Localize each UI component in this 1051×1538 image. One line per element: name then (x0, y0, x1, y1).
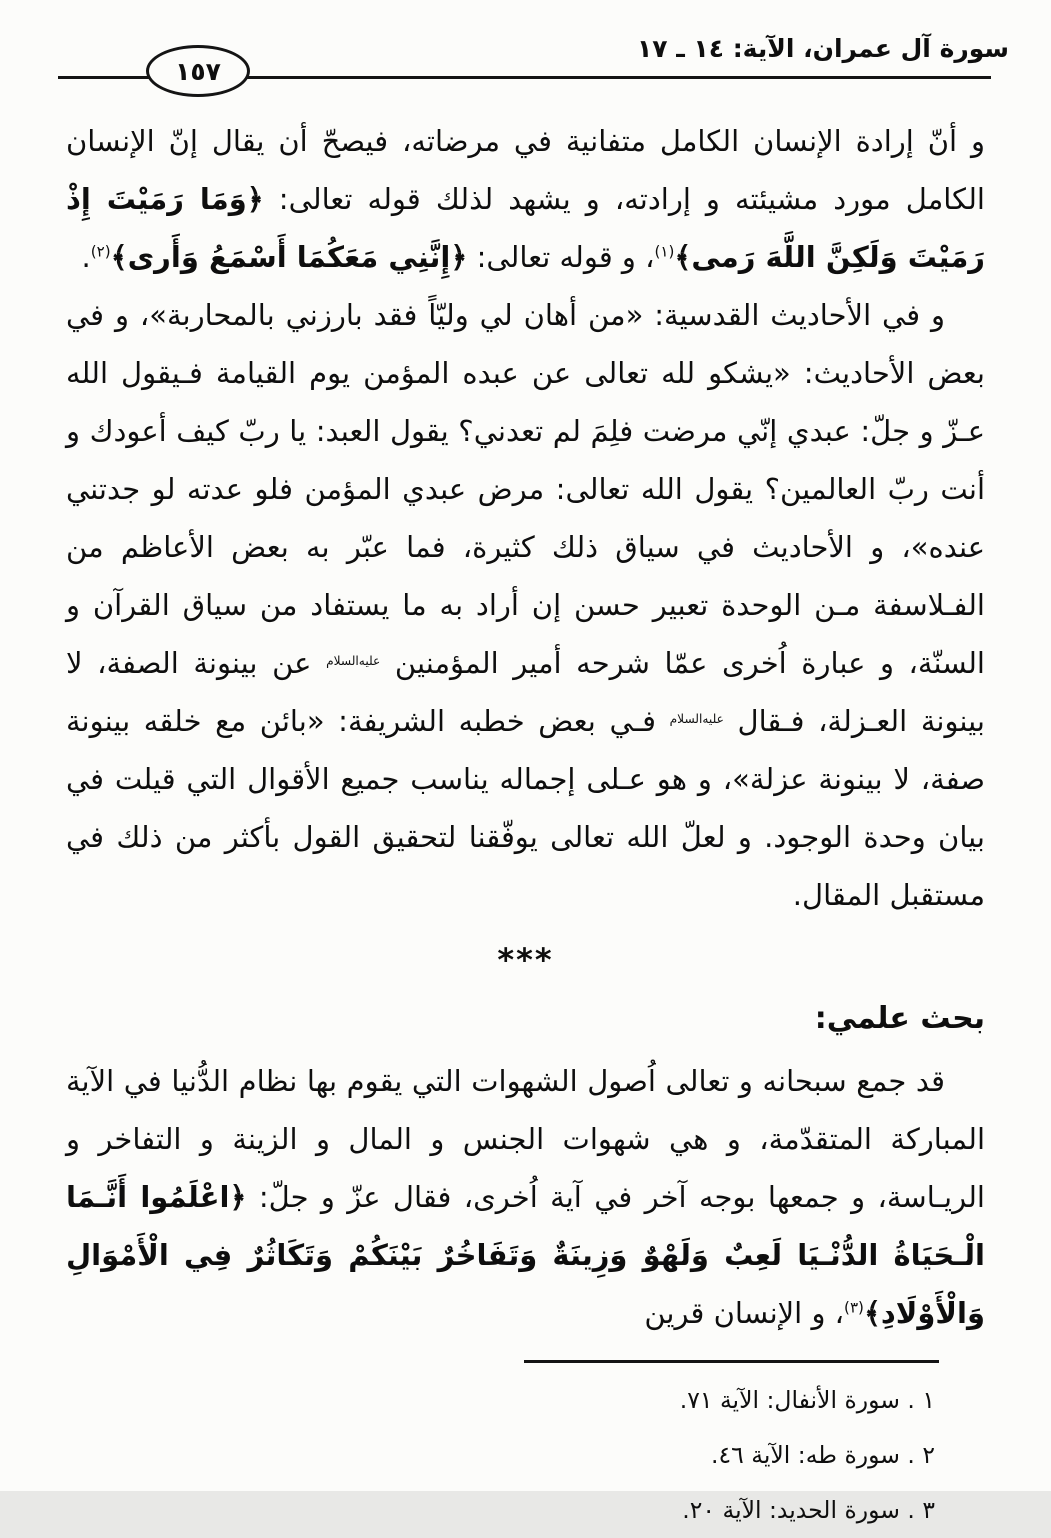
footnotes-block (66, 1373, 935, 1538)
body-content (66, 112, 985, 1538)
section-separator-stars: *** (497, 941, 554, 979)
paragraph (66, 112, 985, 286)
body-text: و في الأحاديث القدسية: «من أهان لي وليّاً فقد بارزني بالمحاربة»، و في بعض الأحاديث: «يشكو لله تعالى عن عبده المؤمن يوم القيامة فـيقول الله عـزّ و جلّ: عبدي إنّي مرضت فلِمَ لم تعدني؟ يقول العبد: يا ربّ كيف أعودك و أنت ربّ العالمين؟ يقول الله تعالى: مرض عبدي المؤمن فلو عدته لو جدتني عنده»، و الأحاديث في سياق ذلك كثيرة، فما عبّر به بعض الأعاظم من الفـلاسفة مـن الوحدة تعبير حسن إن أراد به ما يستفاد من سياق القرآن و السنّة، و عبارة اُخرى عمّا شرحه أمير المؤمنين (66, 298, 985, 680)
quran-verse: ﴿إِنَّنِي مَعَكُمَا أَسْمَعُ وَأَرى﴾ (110, 240, 468, 274)
paragraph (66, 286, 985, 924)
body-text: عن بينونة الصفة، لا بينونة العـزلة، فـقال (66, 646, 985, 738)
header-title: سورة آل عمران، الآية: ١٤ ـ ١٧ (636, 34, 1009, 63)
footnote-separator-rule (524, 1360, 939, 1363)
body-text: قد جمع سبحانه و تعالى اُصول الشهوات التي يقوم بها نظام الدُّنيا في الآية المباركة المتقدّمة، و هي شهوات الجنس و المال و الزينة و التفاخر و الريـاسة، و جمعها بوجه آخر في آية اُخرى، فقال عزّ و جلّ: (66, 1064, 985, 1214)
footnote-marker: (٣) (844, 1298, 864, 1317)
body-text: ، و الإنسان قرين (644, 1296, 845, 1330)
body-text: ، و قوله تعالى: (467, 240, 655, 274)
footnote: ١ . سورة الأنفال: الآية ٧١. (679, 1385, 935, 1414)
honorific-mark: عليه‌السلام (669, 712, 724, 726)
quran-verse: ﴿اعْلَمُوا أَنَّـمَا الْـحَيَاةُ الدُّنْـيَا لَعِبٌ وَلَهْوٌ وَزِينَةٌ وَتَفَاخُرٌ بَيْنَكُمْ وَتَكَاثُرٌ فِي الْأَمْوَالِ وَالْأَوْلَادِ﴾ (66, 1180, 985, 1330)
page-header (0, 0, 1051, 90)
quran-verse: ﴿وَمَا رَمَيْتَ إِذْ رَمَيْتَ وَلَكِنَّ اللَّهَ رَمى﴾ (66, 182, 985, 274)
body-text: و أنّ إرادة الإنسان الكامل متفانية في مرضاته، فيصحّ أن يقال إنّ الإنسان الكامل مورد مشيئته و إرادته، و يشهد لذلك قوله تعالى: (66, 124, 985, 216)
footnote-marker: (٢) (90, 242, 111, 261)
page-number: ١٥٧ (175, 56, 221, 86)
footnote-marker: (١) (654, 242, 675, 261)
footnote: ٢ . سورة طه: الآية ٤٦. (711, 1440, 935, 1469)
page-number-badge (146, 45, 250, 97)
honorific-mark: عليه‌السلام (326, 654, 381, 668)
body-text: فـي بعض خطبه الشريفة: «بائن مع خلقه بينونة صفة، لا بينونة عزلة»، و هو عـلى إجماله يناسب جميع الأقوال التي قيلت في بيان وحدة الوجود. و لعلّ الله تعالى يوفّقنا لتحقيق القول بأكثر من ذلك في مستقبل المقال. (66, 704, 985, 912)
body-text: . (81, 240, 91, 274)
footnote: ٣ . سورة الحديد: الآية ٢٠. (682, 1495, 935, 1524)
paragraph (66, 1052, 985, 1342)
section-heading: بحث علمي: (814, 1001, 985, 1036)
